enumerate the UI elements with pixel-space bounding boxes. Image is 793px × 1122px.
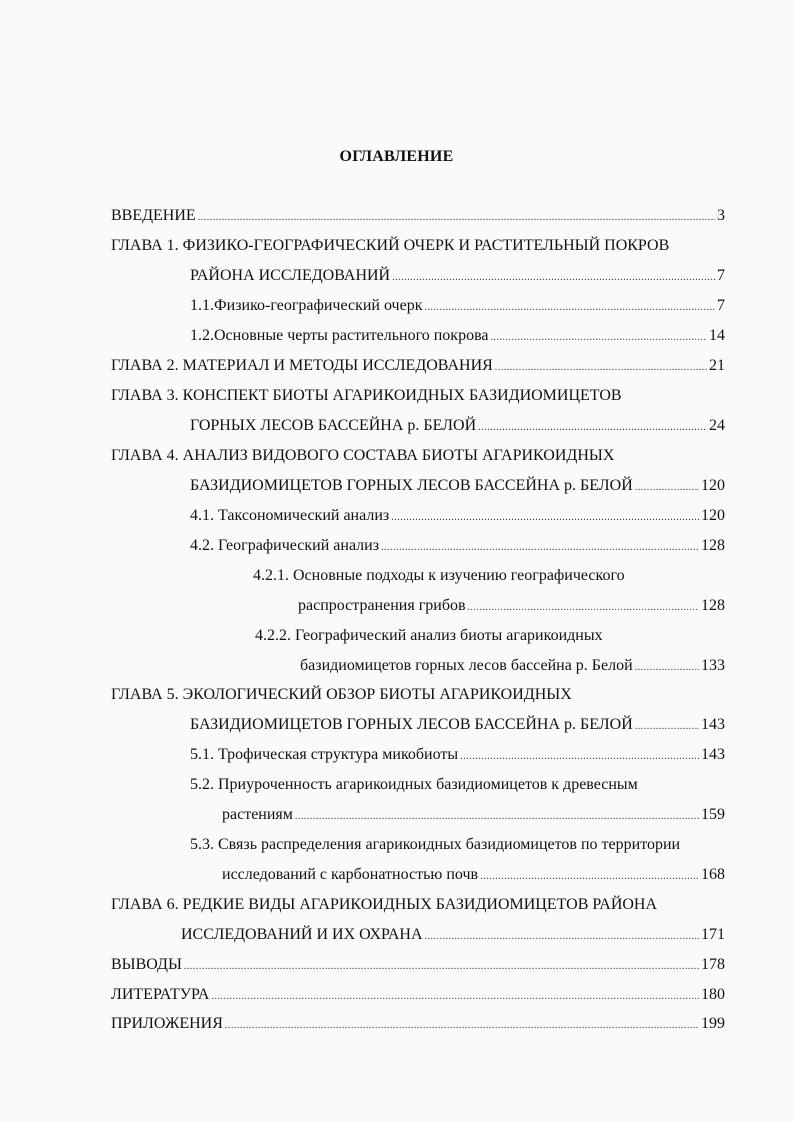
leader-dots bbox=[392, 273, 715, 283]
toc-entry-section-1-1[interactable]: 1.1. Физико-географический очерк ..... 7 bbox=[190, 297, 725, 321]
page-number: 3 bbox=[717, 207, 725, 224]
page-number: 199 bbox=[701, 1015, 725, 1032]
toc-entry-chapter4-line2[interactable]: БАЗИДИОМИЦЕТОВ ГОРНЫХ ЛЕСОВ БАССЕЙНА р. БЕЛОЙ ..... 120 bbox=[190, 477, 725, 501]
leader-dots bbox=[635, 663, 699, 673]
toc-entry-section-4-2-1-line2[interactable]: распространения грибов ..... 128 bbox=[298, 597, 725, 621]
page-number: 120 bbox=[701, 477, 725, 494]
leader-dots bbox=[478, 423, 707, 433]
page-number: 178 bbox=[701, 956, 725, 973]
page-number: 180 bbox=[701, 986, 725, 1003]
leader-dots bbox=[424, 303, 715, 313]
leader-dots bbox=[635, 483, 699, 493]
leader-dots bbox=[198, 213, 715, 223]
leader-dots bbox=[295, 812, 699, 822]
leader-dots bbox=[495, 363, 707, 373]
toc-entry-chapter1-line1[interactable]: ГЛАВА 1. ФИЗИКО-ГЕОГРАФИЧЕСКИЙ ОЧЕРК И РАСТИТЕЛЬНЫЙ ПОКРОВ bbox=[111, 237, 670, 254]
page-number: 120 bbox=[701, 507, 725, 524]
toc-entry-section-4-1[interactable]: 4.1. Таксономический анализ ..... 120 bbox=[190, 507, 725, 531]
toc-entry-chapter3-line2[interactable]: ГОРНЫХ ЛЕСОВ БАССЕЙНА р. БЕЛОЙ ..... 24 bbox=[190, 417, 725, 441]
toc-entry-section-4-2[interactable]: 4.2. Географический анализ ..... 128 bbox=[190, 537, 725, 561]
toc-entry-chapter1-line2[interactable]: РАЙОНА ИССЛЕДОВАНИЙ ..... 7 bbox=[190, 267, 725, 291]
toc-entry-section-5-3-line2[interactable]: исследований с карбонатностью почв ..... 168 bbox=[222, 866, 725, 890]
page-number: 159 bbox=[701, 806, 725, 823]
toc-entry-section-5-1[interactable]: 5.1. Трофическая структура микобиоты ..... 143 bbox=[190, 746, 725, 770]
toc-entry-section-4-2-2-line2[interactable]: базидиомицетов горных лесов бассейна р. Белой ..... 133 bbox=[300, 657, 725, 681]
toc-entry-section-4-2-2-line1[interactable]: 4.2.2. Географический анализ биоты агарикоидных bbox=[255, 627, 603, 644]
toc-entry-conclusions[interactable]: ВЫВОДЫ ..... 178 bbox=[111, 956, 725, 980]
page-title: ОГЛАВЛЕНИЕ bbox=[339, 148, 454, 165]
toc-entry-chapter2[interactable]: ГЛАВА 2. МАТЕРИАЛ И МЕТОДЫ ИССЛЕДОВАНИЯ ..... 21 bbox=[111, 357, 725, 381]
page-number: 168 bbox=[701, 866, 725, 883]
toc-entry-section-5-2-line2[interactable]: растениям ..... 159 bbox=[222, 806, 725, 830]
leader-dots bbox=[425, 932, 699, 942]
toc-entry-section-4-2-1-line1[interactable]: 4.2.1. Основные подходы к изучению географического bbox=[253, 567, 625, 584]
page-number: 133 bbox=[701, 657, 725, 674]
page-number: 143 bbox=[701, 746, 725, 763]
leader-dots bbox=[225, 1021, 699, 1031]
page-number: 21 bbox=[709, 357, 725, 374]
leader-dots bbox=[211, 992, 699, 1002]
leader-dots bbox=[491, 333, 707, 343]
page-number: 7 bbox=[717, 267, 725, 284]
leader-dots bbox=[460, 752, 699, 762]
toc-entry-section-1-2[interactable]: 1.2. Основные черты растительного покрова ..... 14 bbox=[190, 327, 725, 351]
page-number: 128 bbox=[701, 597, 725, 614]
toc-entry-appendix[interactable]: ПРИЛОЖЕНИЯ ..... 199 bbox=[111, 1015, 725, 1039]
page-number: 128 bbox=[701, 537, 725, 554]
page-number: 24 bbox=[709, 417, 725, 434]
toc-entry-section-5-2-line1[interactable]: 5.2. Приуроченность агарикоидных базидиомицетов к древесным bbox=[190, 776, 638, 793]
page-number: 7 bbox=[717, 297, 725, 314]
toc-entry-chapter3-line1[interactable]: ГЛАВА 3. КОНСПЕКТ БИОТЫ АГАРИКОИДНЫХ БАЗИДИОМИЦЕТОВ bbox=[111, 387, 622, 404]
leader-dots bbox=[381, 543, 699, 553]
leader-dots bbox=[468, 603, 699, 613]
page-number: 143 bbox=[701, 716, 725, 733]
toc-entry-intro[interactable]: ВВЕДЕНИЕ ..... 3 bbox=[111, 207, 725, 231]
leader-dots bbox=[184, 962, 699, 972]
leader-dots bbox=[480, 872, 699, 882]
page-number: 14 bbox=[709, 327, 725, 344]
toc-entry-chapter5-line1[interactable]: ГЛАВА 5. ЭКОЛОГИЧЕСКИЙ ОБЗОР БИОТЫ АГАРИКОИДНЫХ bbox=[111, 686, 572, 703]
toc-entry-literature[interactable]: ЛИТЕРАТУРА ..... 180 bbox=[111, 986, 725, 1010]
toc-entry-chapter5-line2[interactable]: БАЗИДИОМИЦЕТОВ ГОРНЫХ ЛЕСОВ БАССЕЙНА р. БЕЛОЙ ..... 143 bbox=[190, 716, 725, 740]
toc-entry-chapter6-line1[interactable]: ГЛАВА 6. РЕДКИЕ ВИДЫ АГАРИКОИДНЫХ БАЗИДИОМИЦЕТОВ РАЙОНА bbox=[111, 896, 658, 913]
toc-entry-chapter4-line1[interactable]: ГЛАВА 4. АНАЛИЗ ВИДОВОГО СОСТАВА БИОТЫ АГАРИКОИДНЫХ bbox=[111, 447, 615, 464]
toc-entry-section-5-3-line1[interactable]: 5.3. Связь распределения агарикоидных базидиомицетов по территории bbox=[190, 836, 681, 853]
toc-entry-chapter6-line2[interactable]: ИССЛЕДОВАНИЙ И ИХ ОХРАНА ..... 171 bbox=[181, 926, 725, 950]
leader-dots bbox=[391, 513, 699, 523]
page-number: 171 bbox=[701, 926, 725, 943]
leader-dots bbox=[635, 722, 699, 732]
